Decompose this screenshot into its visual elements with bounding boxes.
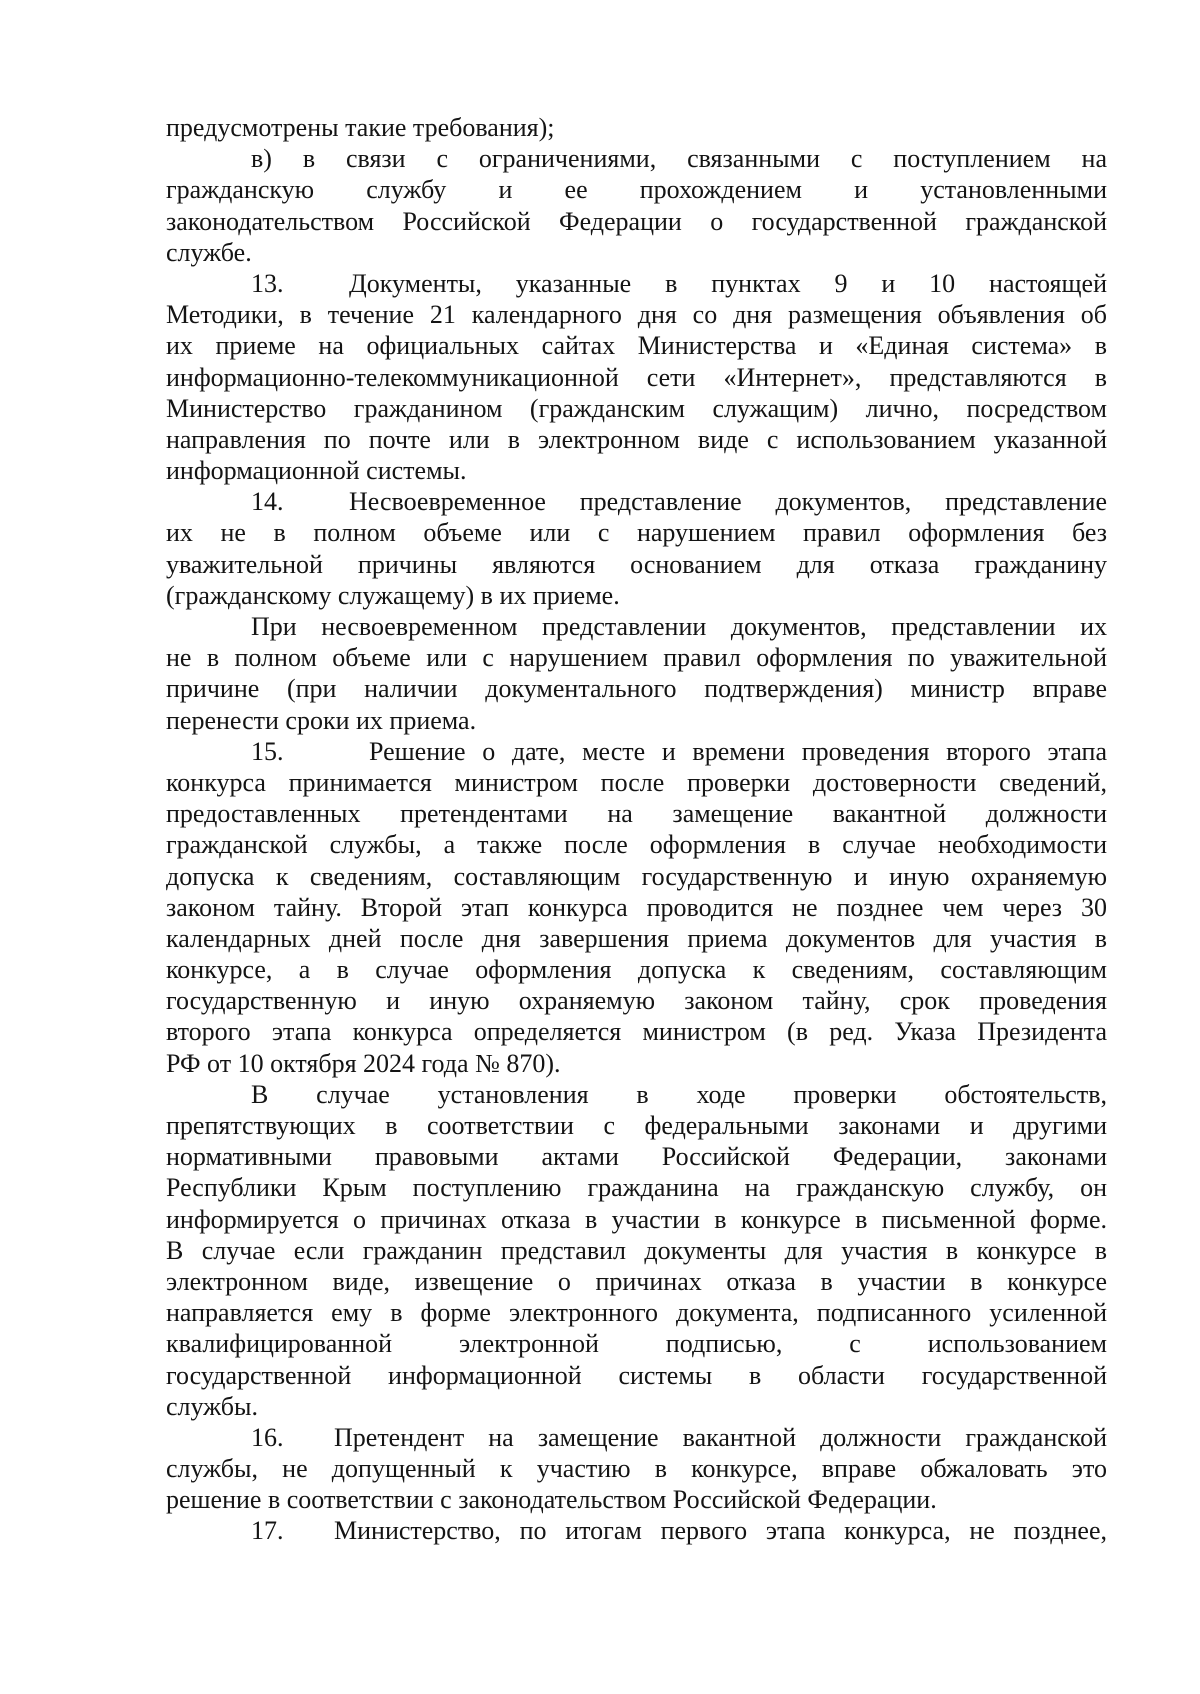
text-line: причине (при наличии документального подтверждения) министр вправе (166, 674, 1107, 704)
paragraph-number: 16. (251, 1422, 284, 1452)
text-line-content: Претендент на замещение вакантной должности гражданской (334, 1422, 1107, 1452)
text-line: решение в соответствии с законодательством Российской Федерации. (166, 1485, 937, 1515)
text-line (166, 736, 1107, 767)
text-line: предусмотрены такие требования); (166, 113, 555, 142)
paragraph-15-continuation (166, 1079, 1107, 1422)
text-line: предоставленных претендентами на замещение вакантной должности (166, 799, 1107, 829)
text-line-content: Несвоевременное представление документов, представление (349, 487, 1107, 517)
text-line: календарных дней после дня завершения приема документов для участия в (166, 923, 1107, 953)
paragraph-number: 13. (251, 268, 284, 298)
document-body (166, 112, 1107, 1547)
text-line: государственную и иную охраняемую законом тайну, срок проведения (166, 986, 1107, 1016)
paragraph-16 (166, 1422, 1107, 1516)
text-line: их приеме на официальных сайтах Министерства и «Единая система» в (166, 331, 1107, 361)
text-line: информационной системы. (166, 456, 467, 486)
paragraph-17 (166, 1515, 1107, 1546)
text-line: (гражданскому служащему) в их приеме. (166, 580, 620, 610)
text-line: уважительной причины являются основанием для отказа гражданину (166, 549, 1107, 579)
text-line: в) в связи с ограничениями, связанными с поступлением на (251, 144, 1107, 174)
text-line: гражданскую службу и ее прохождением и установленными (166, 175, 1107, 205)
paragraph-number: 15. (251, 736, 284, 766)
text-line: службы, не допущенный к участию в конкурсе, вправе обжаловать это (166, 1454, 1107, 1484)
text-line: РФ от 10 октября 2024 года № 870). (166, 1048, 561, 1078)
text-line: законодательством Российской Федерации о государственной гражданской (166, 206, 1107, 236)
text-line: Республики Крым поступлению гражданина на гражданскую службу, он (166, 1173, 1107, 1203)
text-line: информируется о причинах отказа в участии в конкурсе в письменной форме. (166, 1204, 1107, 1234)
text-line: информационно-телекоммуникационной сети «Интернет», представляются в (166, 362, 1107, 392)
text-line: электронном виде, извещение о причинах отказа в участии в конкурсе (166, 1266, 1107, 1296)
paragraph-tail-requirements (166, 112, 1107, 143)
text-line: препятствующих в соответствии с федеральными законами и другими (166, 1111, 1107, 1140)
text-line-content: Министерство, по итогам первого этапа конкурса, не позднее, (334, 1516, 1107, 1546)
text-line: службе. (166, 237, 252, 267)
text-line: гражданской службы, а также после оформления в случае необходимости (166, 830, 1107, 860)
paragraph-item-v (166, 143, 1107, 268)
text-line: их не в полном объеме или с нарушением правил оформления без (166, 518, 1107, 548)
text-line: допуска к сведениям, составляющим государственную и иную охраняемую (166, 861, 1107, 891)
text-line: Методики, в течение 21 календарного дня со дня размещения объявления об (166, 300, 1107, 330)
paragraph-number: 14. (251, 487, 284, 517)
text-line: В случае если гражданин представил документы для участия в конкурсе в (166, 1235, 1107, 1265)
text-line: конкурсе, а в случае оформления допуска к сведениям, составляющим (166, 955, 1107, 985)
paragraph-13 (166, 268, 1107, 486)
text-line: службы. (166, 1391, 258, 1421)
text-line: Министерство гражданином (гражданским служащим) лично, посредством (166, 393, 1107, 423)
text-line: нормативными правовыми актами Российской Федерации, законами (166, 1142, 1107, 1172)
text-line: не в полном объеме или с нарушением правил оформления по уважительной (166, 643, 1107, 673)
text-line: второго этапа конкурса определяется министром (в ред. Указа Президента (166, 1017, 1107, 1047)
text-line-content: Документы, указанные в пунктах 9 и 10 настоящей (349, 268, 1107, 298)
text-line (166, 486, 1107, 517)
text-line: перенести сроки их приема. (166, 705, 477, 735)
paragraph-number: 17. (251, 1516, 284, 1546)
text-line: квалифицированной электронной подписью, с использованием (166, 1329, 1107, 1359)
text-line: При несвоевременном представлении документов, представлении их (251, 612, 1107, 641)
text-line (166, 1422, 1107, 1453)
paragraph-14-continuation (166, 611, 1107, 736)
text-line (166, 1515, 1107, 1546)
text-line-content: Решение о дате, месте и времени проведения второго этапа (369, 736, 1107, 766)
text-line: конкурса принимается министром после проверки достоверности сведений, (166, 767, 1107, 797)
text-line (166, 268, 1107, 299)
text-line: законом тайну. Второй этап конкурса проводится не позднее чем через 30 (166, 892, 1107, 922)
text-line: направляется ему в форме электронного документа, подписанного усиленной (166, 1298, 1107, 1328)
paragraph-14 (166, 486, 1107, 611)
paragraph-15 (166, 736, 1107, 1079)
text-line: направления по почте или в электронном виде с использованием указанной (166, 424, 1107, 454)
text-line: государственной информационной системы в области государственной (166, 1360, 1107, 1390)
text-line: В случае установления в ходе проверки обстоятельств, (251, 1079, 1107, 1109)
